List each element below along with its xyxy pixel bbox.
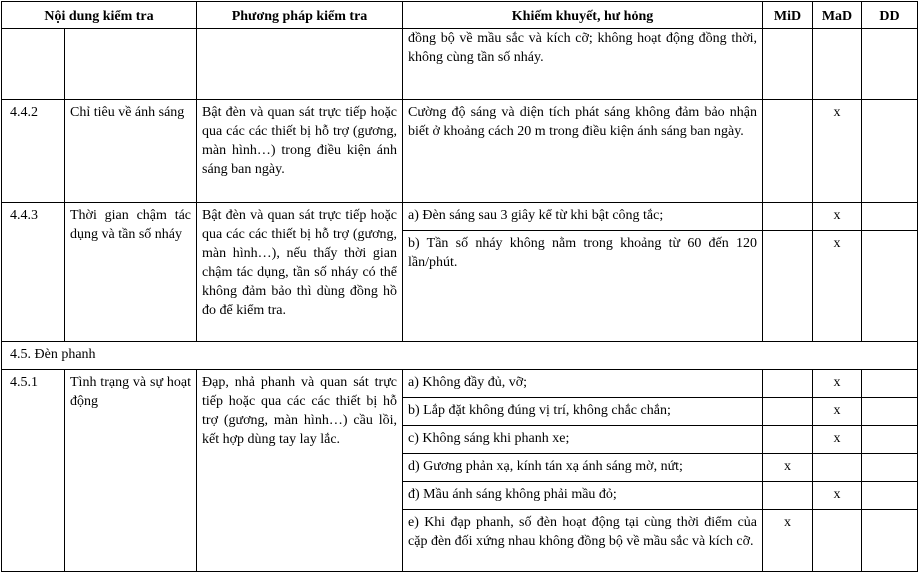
section-title: 4.5. Đèn phanh <box>2 342 918 370</box>
cell-dd <box>862 398 918 426</box>
cell-mid <box>763 398 813 426</box>
cell-mad: x <box>813 398 862 426</box>
cell-defect: Cường độ sáng và diện tích phát sáng không đảm bảo nhận biết ở khoảng cách 20 m trong điều kiện ánh sáng ban ngày. <box>403 100 763 203</box>
table-row <box>2 370 918 398</box>
cell-defect: d) Gương phản xạ, kính tán xạ ánh sáng mờ, nứt; <box>403 454 763 482</box>
cell-mad: x <box>813 203 862 231</box>
cell-mid <box>763 426 813 454</box>
cell-content: Tình trạng và sự hoạt động <box>65 370 197 572</box>
header-method: Phương pháp kiểm tra <box>197 2 403 29</box>
cell-method: Đạp, nhả phanh và quan sát trực tiếp hoặc qua các các thiết bị hỗ trợ (gương, màn hình…) cầu lồi, kết hợp dùng tay lay lắc. <box>197 370 403 572</box>
cell-content: Chỉ tiêu về ánh sáng <box>65 100 197 203</box>
cell-number: 4.4.2 <box>2 100 65 203</box>
cell-mid <box>763 231 813 342</box>
cell-defect: a) Không đầy đủ, vỡ; <box>403 370 763 398</box>
cell-dd <box>862 370 918 398</box>
cell-mad: x <box>813 482 862 510</box>
cell-mad <box>813 29 862 100</box>
cell-mid <box>763 100 813 203</box>
header-content: Nội dung kiểm tra <box>2 2 197 29</box>
table-row <box>2 203 918 231</box>
cell-mid <box>763 370 813 398</box>
cell-dd <box>862 426 918 454</box>
cell-mid <box>763 29 813 100</box>
cell-number: 4.5.1 <box>2 370 65 572</box>
cell-number <box>2 29 65 100</box>
cell-dd <box>862 231 918 342</box>
cell-mad: x <box>813 100 862 203</box>
cell-mid <box>763 482 813 510</box>
cell-dd <box>862 510 918 572</box>
section-row <box>2 342 918 370</box>
cell-dd <box>862 454 918 482</box>
cell-mad <box>813 454 862 482</box>
cell-mid <box>763 203 813 231</box>
table-row <box>2 29 918 100</box>
cell-number: 4.4.3 <box>2 203 65 342</box>
cell-defect: a) Đèn sáng sau 3 giây kể từ khi bật công tắc; <box>403 203 763 231</box>
cell-defect: b) Tần số nháy không nằm trong khoảng từ 60 đến 120 lần/phút. <box>403 231 763 342</box>
cell-mad: x <box>813 426 862 454</box>
cell-dd <box>862 203 918 231</box>
header-dd: DD <box>862 2 918 29</box>
cell-defect: đ) Mầu ánh sáng không phải mầu đỏ; <box>403 482 763 510</box>
header-row <box>2 2 918 29</box>
cell-method <box>197 29 403 100</box>
cell-mid: x <box>763 454 813 482</box>
cell-mad <box>813 510 862 572</box>
cell-defect: b) Lắp đặt không đúng vị trí, không chắc chắn; <box>403 398 763 426</box>
table-row <box>2 100 918 203</box>
header-defects: Khiếm khuyết, hư hỏng <box>403 2 763 29</box>
header-mid: MiD <box>763 2 813 29</box>
cell-content <box>65 29 197 100</box>
cell-content: Thời gian chậm tác dụng và tần số nháy <box>65 203 197 342</box>
cell-method: Bật đèn và quan sát trực tiếp hoặc qua các các thiết bị hỗ trợ (gương, màn hình…) trong điều kiện ánh sáng ban ngày. <box>197 100 403 203</box>
cell-mad: x <box>813 231 862 342</box>
inspection-table <box>1 1 918 572</box>
cell-dd <box>862 29 918 100</box>
cell-mad: x <box>813 370 862 398</box>
cell-method: Bật đèn và quan sát trực tiếp hoặc qua các các thiết bị hỗ trợ (gương, màn hình…), nếu thấy thời gian chậm tác dụng, tần số nháy có thể không đảm bảo thì dùng đồng hồ đo để kiểm tra. <box>197 203 403 342</box>
cell-defect: đồng bộ về mầu sắc và kích cỡ; không hoạt động đồng thời, không cùng tần số nháy. <box>403 29 763 100</box>
cell-dd <box>862 482 918 510</box>
header-mad: MaD <box>813 2 862 29</box>
cell-defect: c) Không sáng khi phanh xe; <box>403 426 763 454</box>
cell-dd <box>862 100 918 203</box>
cell-mid: x <box>763 510 813 572</box>
cell-defect: e) Khi đạp phanh, số đèn hoạt động tại cùng thời điểm của cặp đèn đối xứng nhau không đồng bộ về mầu sắc và kích cỡ. <box>403 510 763 572</box>
